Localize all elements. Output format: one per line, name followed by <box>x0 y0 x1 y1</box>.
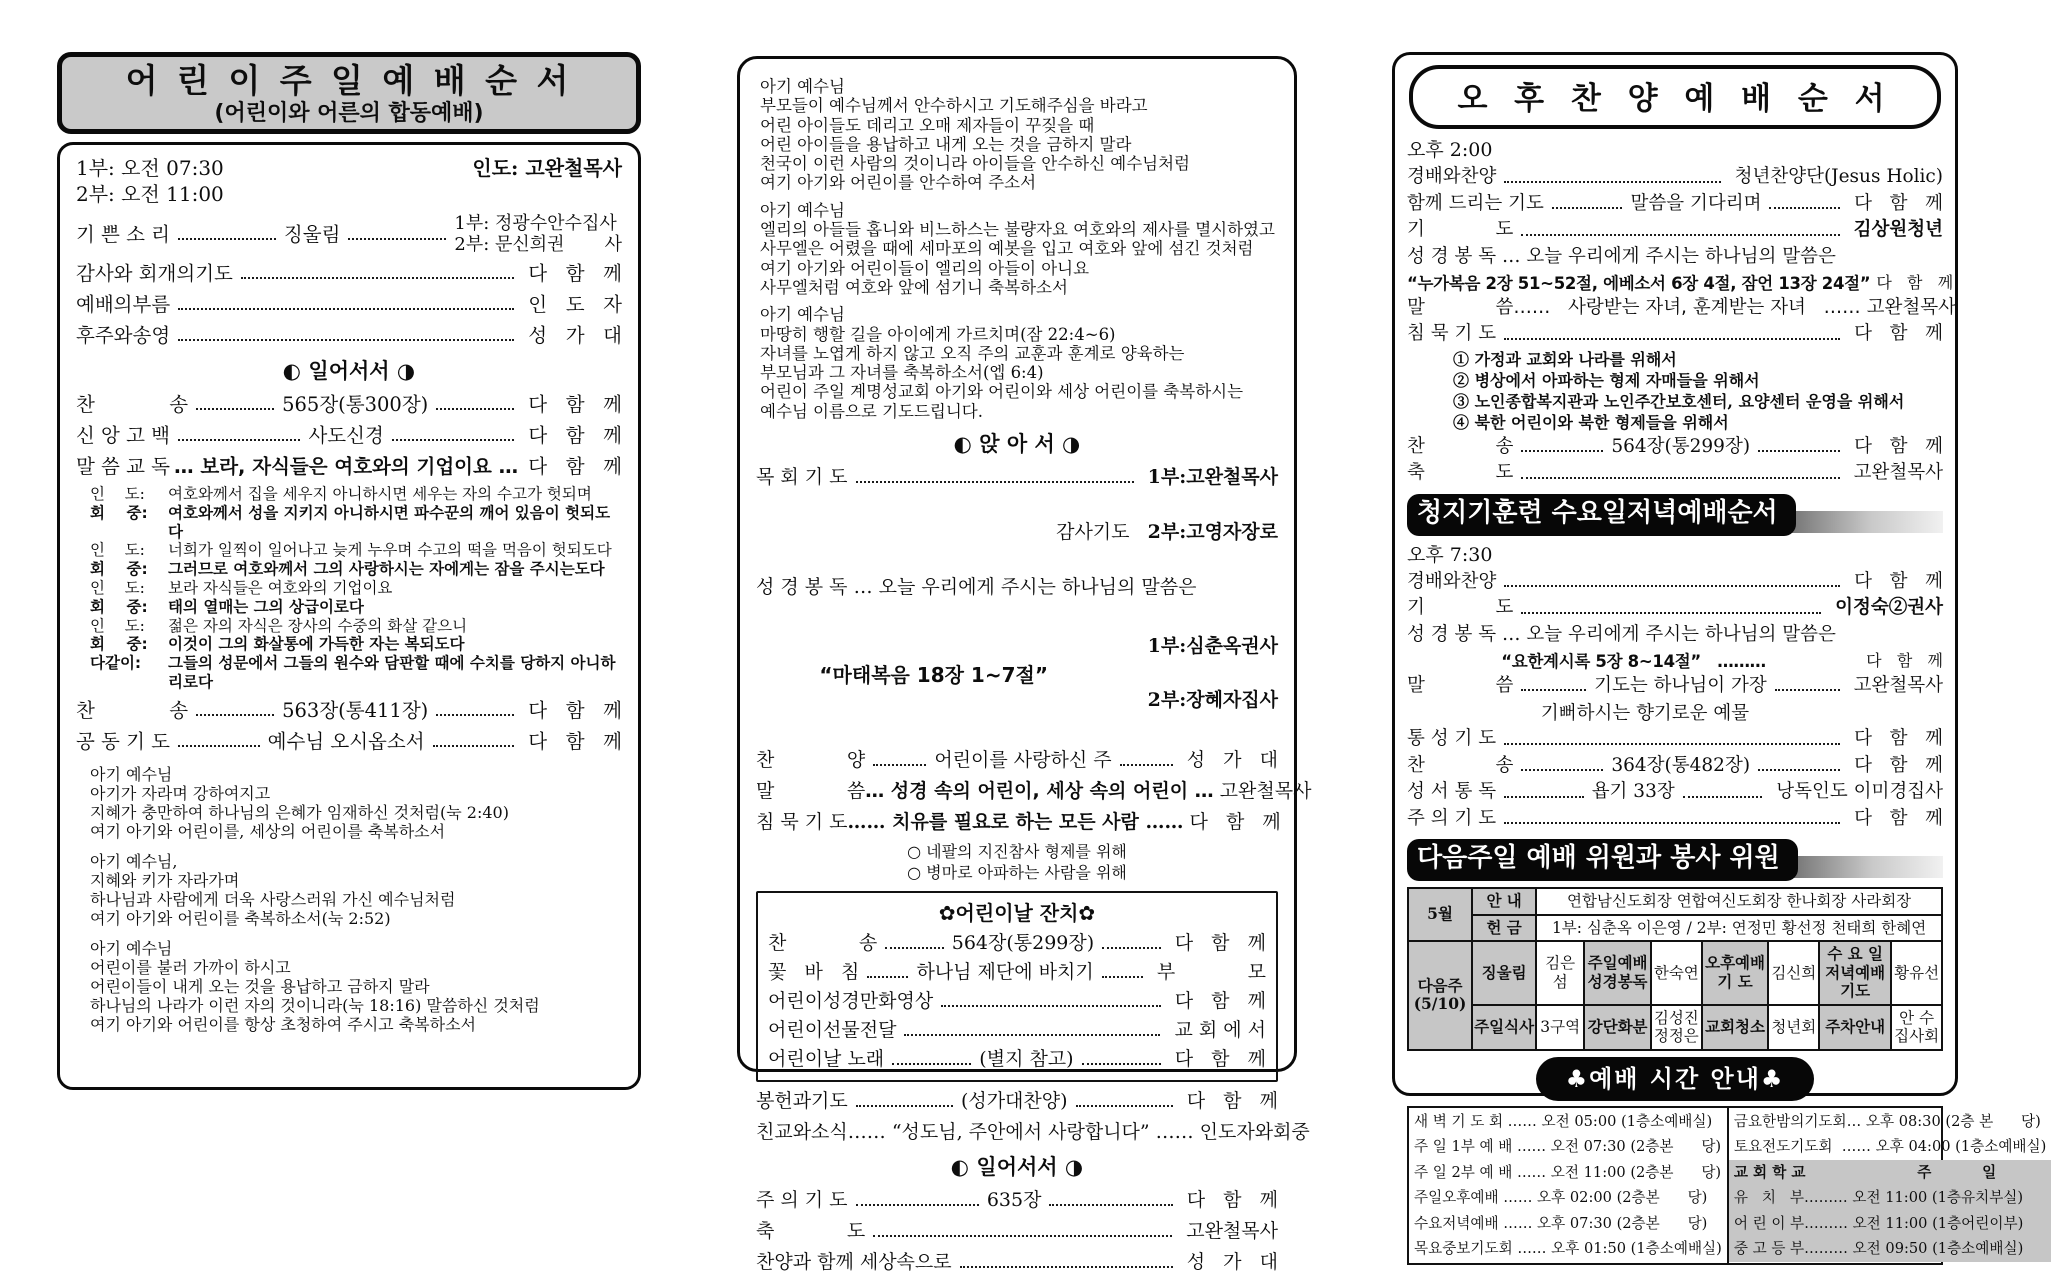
service-performer: 성 가 대 <box>1186 1251 1278 1274</box>
service-performer: 다 함 께 <box>528 424 623 447</box>
wednesday-service-banner <box>1407 494 1943 536</box>
prayer-poem: 아기 예수님 엘리의 아들들 홉니와 비느하스는 불량자요 여호와의 제사를 멸시하였고 사무엘은 어렸을 때에 세마포의 예봇을 입고 여호와 앞에 섬긴 것처럼 여기 아기와 어린이들이 엘리의 아들이 아니요 사무엘처럼 여호와 앞에 섬기니 축복하소서 <box>760 200 1275 297</box>
service-hours-table <box>1407 1106 2047 1265</box>
service-performer: 1부:고완철목사 <box>1147 466 1278 489</box>
service-row <box>1407 780 1943 805</box>
prayer-topic: ① 가정과 교회와 나라를 위해서 <box>1453 349 1677 369</box>
responsive-line: 회 중: 여호와께서 성을 지키지 아니하시면 파수꾼의 깨어 있음이 헛되도다 <box>90 503 611 541</box>
service-performer: 다 함 께 <box>1854 807 1943 829</box>
scripture-quote-row <box>1407 648 1943 672</box>
service-detail: 563장(통411장) <box>282 698 429 722</box>
service-row <box>76 698 622 723</box>
service-time-1: 1부: 오전 07:30 <box>76 156 224 180</box>
service-label: 말 씀 <box>1407 674 1514 696</box>
service-row <box>1407 727 1943 752</box>
service-performer: 다 함 께 <box>1866 651 1943 670</box>
service-row <box>1407 165 1943 190</box>
service-row <box>76 392 622 417</box>
schedule-line: 중 고 등 부……… 오전 09:50 (1층소예배실) <box>1729 1236 2051 1262</box>
service-row <box>756 1219 1278 1243</box>
service-row <box>1407 807 1943 832</box>
service-performer: 다 함 께 <box>1186 1189 1279 1212</box>
table-row: 다음주 (5/10) 징울림 김은섬 주일예배 성경봉독 한숙연 오후예배 기 도 김신희 수 요 일 저녁예배기도 황유선 <box>1408 941 1942 1005</box>
service-performer: 다 함 께 <box>1174 1048 1267 1071</box>
page-title: 어 린 이 주 일 예 배 순 서 <box>125 61 573 100</box>
service-label: 성 경 봉 독 <box>756 576 848 599</box>
service-detail: 565장(통300장) <box>282 393 429 416</box>
service-detail: 징울림 <box>283 222 341 246</box>
service-label: 경배와찬양 <box>1407 166 1497 187</box>
scripture-lead: … 오늘 우리에게 주시는 하나님의 말씀은 <box>847 576 1197 599</box>
service-times <box>76 155 224 207</box>
prayer-poem: 아기 예수님 아기가 자라며 강하여지고 지혜가 충만하여 하나님의 은혜가 임재하신 것처럼(눅 2:40) 여기 아기와 어린이를, 세상의 어린이를 축복하소서 <box>90 764 509 841</box>
service-label: 공 동 기 도 <box>76 729 170 753</box>
service-label: 말 씀 <box>1407 296 1514 318</box>
dotted-leader <box>1076 1095 1173 1107</box>
service-row <box>756 779 1312 803</box>
dotted-leader <box>1521 603 1821 614</box>
dotted-leader <box>1521 680 1586 691</box>
service-label: 경배와찬양 <box>1407 570 1497 592</box>
responsive-line: 인 도: 너희가 일찍이 일어나고 늦게 누우며 수고의 떡을 먹음이 헛되도다 <box>90 541 612 560</box>
service-performer: 고완철목사 <box>1866 296 1956 318</box>
scripture-lead: 성 경 봉 독 … 오늘 우리에게 주시는 하나님의 말씀은 <box>1407 245 1836 267</box>
service-row <box>76 323 622 348</box>
dotted-leader <box>1504 734 1840 745</box>
dotted-leader <box>178 228 276 240</box>
service-row <box>76 454 622 479</box>
banner-gradient-tail <box>1784 511 1943 533</box>
service-label: 침 묵 기 도 <box>1407 323 1497 344</box>
dotted-leader <box>196 704 274 716</box>
dotted-leader <box>1552 198 1623 209</box>
service-detail: 어린이를 사랑하신 주 <box>934 749 1112 772</box>
dotted-leader <box>873 1225 1172 1237</box>
service-label: 말 씀 교 독 <box>76 455 170 478</box>
service-row <box>756 1120 1310 1144</box>
service-performer: 고완철목사 <box>1219 780 1312 803</box>
scripture-quote: “누가복음 2장 51~52절, 에베소서 6장 4절, 잠언 13장 24절” <box>1407 273 1871 293</box>
dotted-leader <box>436 399 514 411</box>
service-performer: 다 함 께 <box>1854 435 1944 457</box>
children-service-body <box>57 142 641 1090</box>
service-row <box>76 213 622 255</box>
dotted-leader <box>856 1095 953 1107</box>
dotted-leader <box>1683 787 1763 798</box>
dotted-leader <box>436 704 514 716</box>
service-detail: …… 사랑받는 자녀, 훈계받는 자녀 …… <box>1513 296 1861 318</box>
dotted-leader <box>241 268 514 280</box>
service-performer: 다 함 께 <box>528 393 622 416</box>
responsive-reading <box>90 485 622 692</box>
responsive-line: 인 도: 여호와께서 집을 세우지 아니하시면 세우는 자의 수고가 헛되며 <box>90 485 592 503</box>
service-label: 축 도 <box>1407 462 1514 483</box>
service-label: 말 씀 <box>756 780 866 803</box>
service-row <box>768 960 1266 984</box>
service-detail: … 성경 속의 어린이, 세상 속의 어린이 … <box>865 780 1214 803</box>
service-detail: 예수님 오시옵소서 <box>267 729 425 753</box>
service-detail: 564장(통299장) <box>1611 435 1751 457</box>
service-performer: 성 가 대 <box>1186 749 1279 772</box>
service-performer: 부 모 <box>1156 961 1267 984</box>
service-detail: 564장(통299장) <box>951 932 1095 955</box>
dotted-leader <box>178 430 301 442</box>
service-performer: 다 함 께 <box>528 262 622 285</box>
dotted-leader <box>1504 813 1840 824</box>
service-performer: 교 회 에 서 <box>1174 1019 1266 1042</box>
service-row <box>756 1089 1278 1113</box>
service-performer: 다 함 께 <box>1854 754 1944 776</box>
service-label: 찬 송 <box>768 932 878 955</box>
schedule-line: 주일오후예배 …… 오후 02:00 (2층본 당) <box>1414 1189 1708 1206</box>
service-label: 신 앙 고 백 <box>76 424 170 447</box>
prayer-poem: 아기 예수님 마땅히 행할 길을 아이에게 가르치며(잠 22:4~6) 자녀를 노엽게 하지 않고 오직 주의 교훈과 훈계로 양육하는 부모님과 그 자녀를 축복하소서(엡 6:4) 어린이 주일 계명성교회 아기와 어린이와 세상 어린이를 축복하시는 예수님 이름으로 기도드립니다. <box>760 305 1244 421</box>
dotted-leader <box>1102 937 1161 949</box>
service-label: 찬 송 <box>1407 435 1514 457</box>
service-performer: 다 함 께 <box>1876 273 1954 292</box>
service-label: 후주와송영 <box>76 324 171 347</box>
scripture-quote: “마태복음 18장 1~7절” <box>819 663 1048 688</box>
service-performer: 청년찬양단(Jesus Holic) <box>1734 166 1943 187</box>
service-performer: 인도자와회중 <box>1199 1121 1310 1144</box>
service-label: 어린이날 노래 <box>768 1048 885 1071</box>
service-hours-right-column <box>1729 1108 2051 1263</box>
dotted-leader <box>904 1024 1160 1036</box>
scripture-lead: 성 경 봉 독 … 오늘 우리에게 주시는 하나님의 말씀은 <box>1407 623 1836 645</box>
dotted-leader <box>1758 441 1840 452</box>
service-label: 친교와소식 <box>756 1121 848 1144</box>
scripture-readers: 1부:심춘옥권사 2부:장혜자집사 <box>1147 635 1278 712</box>
service-label: 봉헌과기도 <box>756 1090 848 1113</box>
service-label: 감사와 회개의기도 <box>76 262 233 285</box>
dotted-leader <box>1049 1194 1172 1206</box>
prayer-poem: 아기 예수님, 지혜와 키가 자라가며 하나님과 사람에게 더욱 사랑스러워 가신 예수님처럼 여기 아기와 어린이를 축복하소서(눅 2:52) <box>90 851 456 928</box>
banner-label: ♣예배 시간 안내♣ <box>1536 1057 1815 1101</box>
service-label: 통 성 기 도 <box>1407 728 1497 749</box>
service-performer: 다 함 께 <box>1186 1090 1279 1113</box>
performer-part2: 2부: 문신희권 사 <box>454 234 622 255</box>
dotted-leader <box>178 299 514 311</box>
service-label: 찬 양 <box>756 749 866 772</box>
responsive-line: 회 중: 태의 열매는 그의 상급이로다 <box>90 597 364 616</box>
service-label: 주 의 기 도 <box>756 1189 848 1212</box>
dotted-leader <box>196 399 274 411</box>
service-row <box>1407 674 1943 699</box>
service-detail: … 보라, 자식들은 여호와의 기업이요 … <box>174 455 519 478</box>
committee-table <box>1407 887 1943 1051</box>
service-label: 어린이선물전달 <box>768 1019 897 1042</box>
service-row <box>76 729 622 754</box>
schedule-line: 주 일 2부 예 배 …… 오전 11:00 (2층본 당) <box>1414 1163 1722 1181</box>
service-time: 오후 7:30 <box>1407 543 1493 566</box>
schedule-line: 유 치 부……… 오전 11:00 (1층유치부실) <box>1729 1185 2051 1211</box>
next-week-banner <box>1407 839 1943 881</box>
service-row <box>756 1250 1278 1274</box>
dotted-leader <box>1120 754 1173 766</box>
service-performer: 김상원청년 <box>1853 219 1943 240</box>
service-row <box>756 575 1278 599</box>
service-performer: 다 함 께 <box>1854 192 1943 214</box>
thanks-prayer-line: 감사기도 2부:고영자장로 <box>1056 521 1278 544</box>
table-row <box>1408 888 1942 915</box>
service-time-2: 2부: 오전 11:00 <box>76 182 224 206</box>
prayer-poem: 아기 예수님 부모들이 예수님께서 안수하시고 기도해주심을 바라고 어린 아이들도 데리고 오매 제자들이 꾸짖을 때 어린 아이들을 용납하고 내게 오는 것을 금하지 말라 천국이 이런 사람의 것이니라 아이들을 안수하신 예수님처럼 여기 아기와 어린이를 안수하여 주소서 <box>760 77 1190 193</box>
service-detail: 욥기 33장 <box>1591 781 1675 802</box>
banner-label: 다음주일 예배 위원과 봉사 위원 <box>1407 839 1798 881</box>
service-performer: 다 함 께 <box>1174 932 1267 955</box>
dotted-leader <box>1521 760 1603 771</box>
performer-part1: 1부: 정광수안수집사 <box>454 213 617 234</box>
service-detail: (별지 참고) <box>979 1048 1074 1071</box>
dotted-leader <box>856 1194 979 1206</box>
service-detail: …… “성도님, 주안에서 사랑합니다” …… <box>847 1121 1194 1144</box>
service-row <box>768 1047 1266 1071</box>
service-detail: 기도는 하나님이 가장 <box>1594 674 1767 696</box>
service-performer <box>454 213 622 255</box>
stand-direction: ◐ 일어서서 ◑ <box>950 1155 1084 1180</box>
guide-label-cell: 안 내 <box>1472 888 1536 915</box>
service-row <box>76 423 622 448</box>
table-row <box>1408 915 1942 942</box>
service-label: 성 서 통 독 <box>1407 781 1497 802</box>
prayer-topic: ③ 노인종합복지관과 노인주간보호센터, 요양센터 운영을 위해서 <box>1453 391 1905 411</box>
children-service-continuation <box>737 56 1312 1274</box>
sermon-title-line2: 기뻐하시는 향기로운 예물 <box>1540 703 1750 724</box>
schedule-line: 새 벽 기 도 회 …… 오전 05:00 (1층소예배실) <box>1414 1112 1713 1130</box>
service-row <box>1407 322 1943 347</box>
service-row <box>1407 218 1943 243</box>
schedule-line: 목요중보기도회 …… 오후 01:50 (1층소예배실) <box>1414 1240 1722 1257</box>
dotted-leader <box>1504 172 1720 183</box>
service-detail: (성가대찬양) <box>960 1090 1068 1113</box>
dotted-leader <box>1521 225 1839 236</box>
stand-direction: ◐ 일어서서 ◑ <box>282 359 416 383</box>
service-label: 찬 송 <box>76 393 189 416</box>
dotted-leader <box>941 995 1161 1007</box>
service-label: 찬양과 함께 세상속으로 <box>756 1251 952 1274</box>
service-performer: 다 함 께 <box>1854 323 1943 344</box>
dotted-leader <box>885 937 944 949</box>
service-row <box>756 465 1278 489</box>
service-label: 기 도 <box>1407 597 1514 618</box>
afternoon-service-title: 오 후 찬 양 예 배 순 서 <box>1409 65 1941 129</box>
month-cell: 5월 <box>1408 888 1472 941</box>
festival-title: ✿어린이날 잔치✿ <box>938 901 1096 926</box>
service-detail: 635장 <box>986 1189 1042 1212</box>
schedule-line: 토요전도기도회 …… 오후 04:00 (1층소예배실) <box>1733 1138 2047 1155</box>
schedule-line: 어 린 이 부……… 오전 11:00 (1층어린이부) <box>1729 1211 2051 1237</box>
service-detail: 사도신경 <box>308 424 384 447</box>
scripture-quote-row <box>1407 270 1954 294</box>
service-hours-banner <box>1407 1057 1943 1101</box>
schedule-line: 주 일 1부 예 배 …… 오전 07:30 (2층본 당) <box>1414 1138 1722 1155</box>
service-leader: 인도: 고완철목사 <box>472 156 622 180</box>
service-row <box>1407 296 1956 321</box>
offering-cell: 1부: 심춘옥 이은영 / 2부: 연정민 황선정 천태희 한혜연 <box>1536 915 1942 942</box>
banner-label: 청지기훈련 수요일저녁예배순서 <box>1407 494 1796 536</box>
service-row <box>756 748 1278 772</box>
service-row <box>1407 192 1943 217</box>
service-performer: 다 함 께 <box>1854 570 1943 592</box>
service-performer: 다 함 께 <box>1189 811 1281 834</box>
responsive-line: 회 중: 그러므로 여호와께서 그의 사랑하시는 자에게는 잠을 주시는도다 <box>90 560 605 579</box>
sit-direction: ◐ 앉 아 서 ◑ <box>953 432 1081 457</box>
service-detail: 말씀을 기다리며 <box>1630 192 1762 214</box>
service-row <box>756 810 1281 834</box>
prayer-topic: ○ 병마로 아파하는 사람을 위해 <box>907 863 1127 883</box>
dotted-leader <box>178 735 260 747</box>
dotted-leader <box>348 228 446 240</box>
service-header <box>76 155 622 207</box>
service-label: 주 의 기 도 <box>1407 807 1497 829</box>
dotted-leader <box>1775 680 1840 691</box>
prayer-poem: 아기 예수님 어린이를 불러 가까이 하시고 어린이들이 내게 오는 것을 용납하고 금하지 말라 하나님의 나라가 이런 자의 것이니라(눅 18:16) 말씀하신 것처럼 여기 아기와 어린이를 항상 초청하여 주시고 축복하소서 <box>90 938 540 1034</box>
prayer-topic: ○ 네팔의 지진참사 형제를 위해 <box>907 842 1127 862</box>
dotted-leader <box>892 1053 971 1065</box>
service-performer: 다 함 께 <box>1854 728 1943 749</box>
dotted-leader <box>873 754 926 766</box>
dotted-leader <box>1758 760 1840 771</box>
service-row <box>1407 461 1943 486</box>
service-performer: 고완철목사 <box>1186 1220 1278 1243</box>
dotted-leader <box>1504 576 1840 587</box>
dotted-leader <box>433 735 515 747</box>
service-row <box>768 931 1266 955</box>
offering-label-cell: 헌 금 <box>1472 915 1536 942</box>
service-row <box>1407 435 1943 460</box>
church-school-header: 교 회 학 교 주 일 <box>1729 1160 2051 1186</box>
service-row <box>1407 570 1943 595</box>
service-performer: 낭독인도 이미경집사 <box>1776 781 1944 802</box>
service-label: 예배의부름 <box>76 293 171 316</box>
service-row <box>768 1018 1266 1042</box>
service-label: 축 도 <box>756 1220 866 1243</box>
service-performer: 다 함 께 <box>1174 990 1266 1013</box>
dotted-leader <box>856 471 1134 483</box>
service-label: 기 도 <box>1407 219 1514 240</box>
schedule-line: 수요저녁예배 …… 오후 07:30 (2층본 당) <box>1414 1214 1708 1232</box>
service-hours-left-column <box>1409 1108 1729 1263</box>
dotted-leader <box>867 966 908 978</box>
table-row: 주일식사 3구역 강단화분 김성진 정정은 교회청소 청년회 주차안내 안 수 집사회 <box>1408 1005 1942 1050</box>
dotted-leader <box>1102 966 1143 978</box>
next-week-cell: 다음주 (5/10) <box>1408 941 1472 1050</box>
service-time: 오후 2:00 <box>1407 139 1493 161</box>
service-label: 꽃 바 침 <box>768 961 860 984</box>
prayer-topic: ④ 북한 어린이와 북한 형제들을 위해서 <box>1453 412 1729 432</box>
service-performer: 다 함 께 <box>528 698 622 722</box>
service-detail: …… 치유를 필요로 하는 모든 사람 …… <box>847 811 1184 834</box>
dotted-leader <box>1521 468 1839 479</box>
dotted-leader <box>1769 198 1840 209</box>
prayer-topic: ② 병상에서 아파하는 형제 자매들을 위해서 <box>1453 370 1760 390</box>
service-row <box>1407 596 1943 621</box>
service-detail: 364장(통482장) <box>1611 754 1751 776</box>
responsive-line: 인 도: 보라 자식들은 여호와의 기업이요 <box>90 578 393 597</box>
scripture-quote-row <box>756 606 1278 741</box>
service-label: 어린이성경만화영상 <box>768 990 934 1013</box>
service-performer: 성 가 대 <box>528 324 622 347</box>
page-subtitle: (어린이와 어른의 합동예배) <box>214 101 484 126</box>
scripture-quote: “요한계시록 5장 8~14절” ……… <box>1501 651 1766 671</box>
dotted-leader <box>392 430 515 442</box>
service-row <box>1407 754 1943 779</box>
responsive-line: 다같이: 그들의 성문에서 그들의 원수와 담판할 때에 수치를 당하지 아니하리로다 <box>90 654 616 691</box>
service-detail: 하나님 제단에 바치기 <box>916 961 1094 984</box>
service-performer: 다 함 께 <box>528 729 622 753</box>
responsive-line: 회 중: 이것이 그의 화살통에 가득한 자는 복되도다 <box>90 635 465 654</box>
childrens-day-festival-box <box>756 891 1278 1082</box>
schedule-line: 금요한밤의기도회… 오후 08:30 (2층 본 당) <box>1733 1112 2041 1130</box>
service-row <box>756 1188 1278 1212</box>
service-performer: 다 함 께 <box>528 455 622 478</box>
service-performer: 이정숙②권사 <box>1835 597 1943 618</box>
children-service-title-box <box>57 52 641 134</box>
afternoon-service-panel <box>1392 52 2047 1257</box>
service-label: 침 묵 기 도 <box>756 811 848 834</box>
dotted-leader <box>1521 441 1603 452</box>
guide-cell: 연합남신도회장 연합여신도회장 한나회장 사라회장 <box>1536 888 1942 915</box>
banner-gradient-tail <box>1786 856 1943 878</box>
service-row <box>76 292 622 317</box>
responsive-line: 인 도: 젊은 자의 자식은 장사의 수중의 화살 같으니 <box>90 616 468 635</box>
service-performer: 인 도 자 <box>528 293 622 316</box>
service-performer: 고완철목사 <box>1853 674 1943 696</box>
service-row <box>76 261 622 286</box>
dotted-leader <box>1082 1053 1161 1065</box>
service-label: 찬 송 <box>1407 754 1514 776</box>
service-row <box>768 989 1266 1013</box>
service-label: 찬 송 <box>76 698 189 722</box>
dotted-leader <box>1504 329 1840 340</box>
service-label: 기 쁜 소 리 <box>76 222 170 246</box>
service-label: 함께 드리는 기도 <box>1407 192 1544 214</box>
dotted-leader <box>960 1256 1173 1268</box>
dotted-leader <box>178 330 514 342</box>
service-performer: 고완철목사 <box>1853 462 1943 483</box>
dotted-leader <box>1504 787 1584 798</box>
service-label: 목 회 기 도 <box>756 466 848 489</box>
